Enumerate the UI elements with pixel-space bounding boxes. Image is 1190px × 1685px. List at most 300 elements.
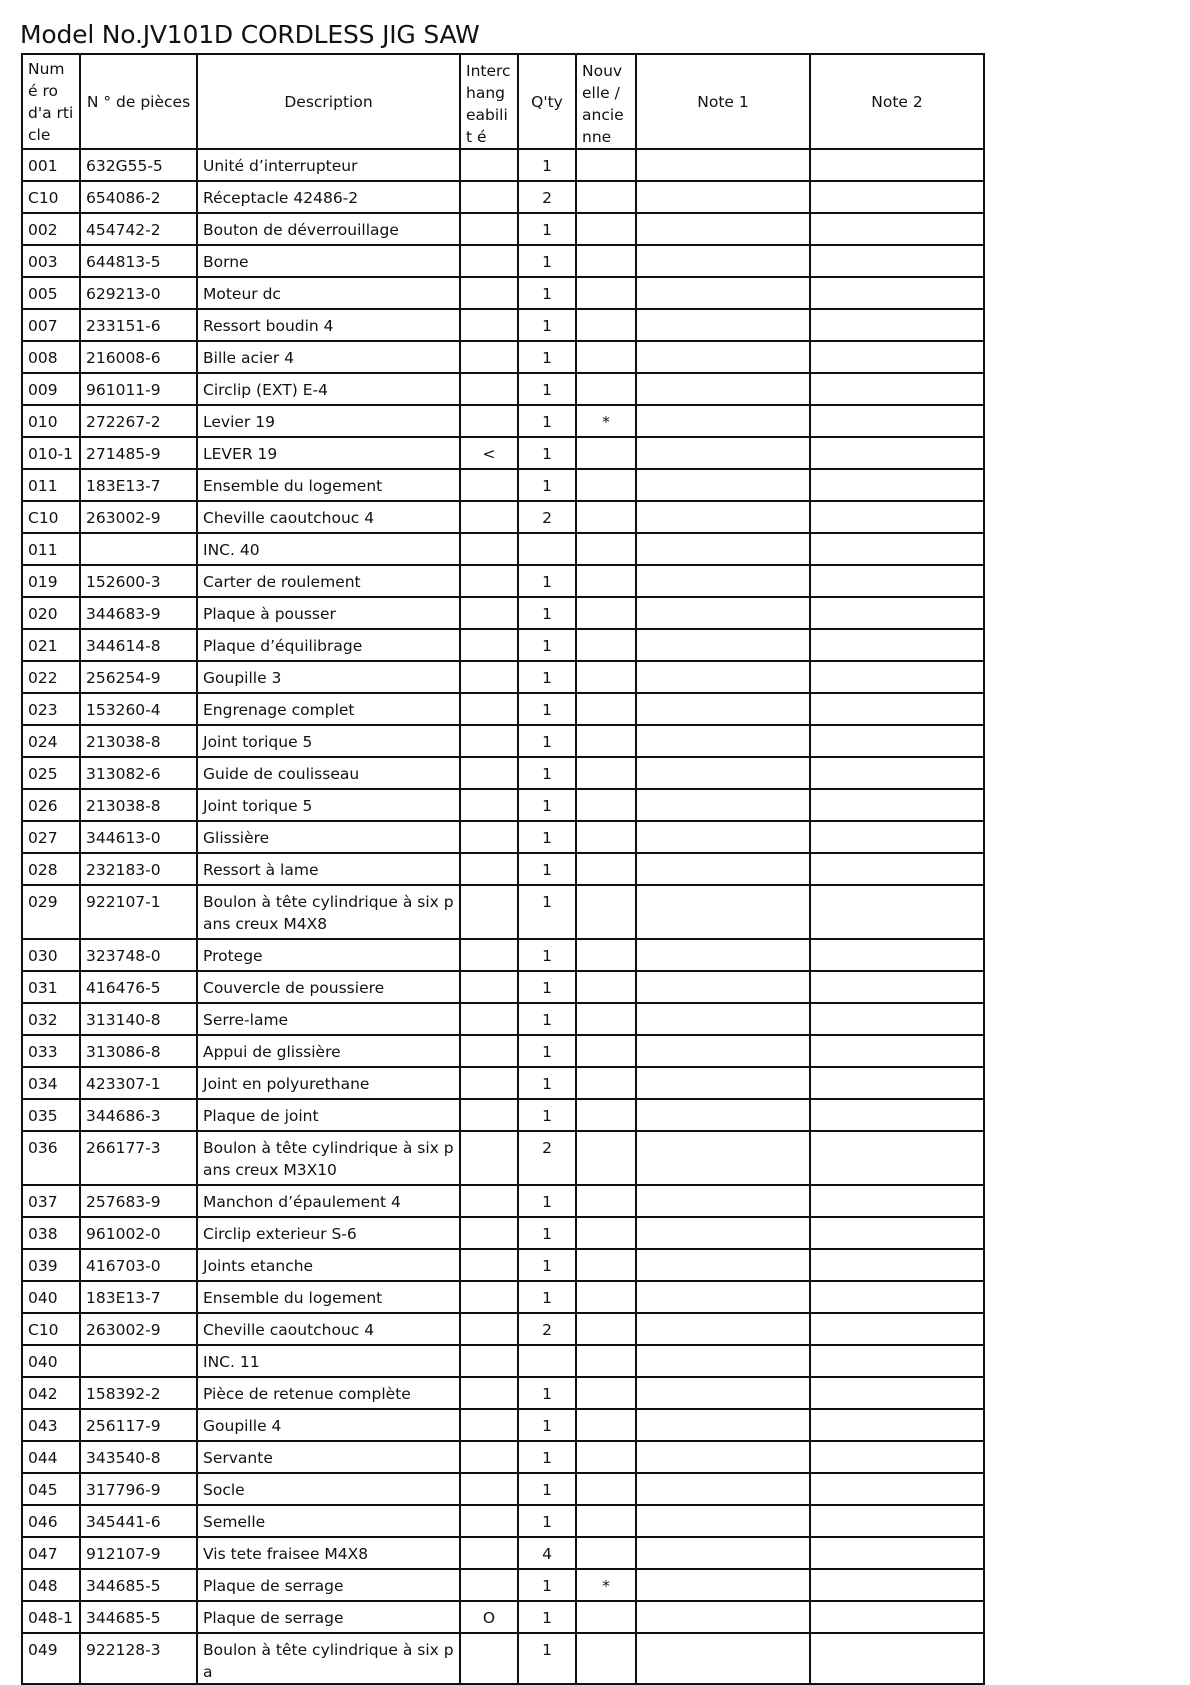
cell-note-2	[810, 1409, 984, 1441]
cell-quantity: 1	[518, 1003, 576, 1035]
cell-part-number: 454742-2	[80, 213, 197, 245]
cell-item-number: 011	[22, 469, 80, 501]
cell-note-1	[636, 757, 810, 789]
cell-new-old: *	[576, 1569, 636, 1601]
cell-note-1	[636, 181, 810, 213]
cell-interchangeability	[460, 971, 518, 1003]
cell-description: Réceptacle 42486-2	[197, 181, 460, 213]
cell-interchangeability	[460, 277, 518, 309]
header-part-number: N ° de pièces	[80, 54, 197, 149]
cell-note-1	[636, 693, 810, 725]
cell-item-number: 045	[22, 1473, 80, 1505]
cell-note-2	[810, 1067, 984, 1099]
cell-interchangeability	[460, 501, 518, 533]
cell-description: Socle	[197, 1473, 460, 1505]
cell-description: Bille acier 4	[197, 341, 460, 373]
cell-description: Moteur dc	[197, 277, 460, 309]
cell-part-number: 654086-2	[80, 181, 197, 213]
header-note-1: Note 1	[636, 54, 810, 149]
cell-interchangeability	[460, 661, 518, 693]
cell-interchangeability	[460, 1313, 518, 1345]
cell-part-number: 213038-8	[80, 725, 197, 757]
cell-new-old	[576, 1633, 636, 1684]
cell-quantity: 1	[518, 1249, 576, 1281]
table-row	[22, 469, 984, 501]
cell-note-2	[810, 341, 984, 373]
cell-new-old	[576, 309, 636, 341]
header-new-old: Nouv elle / ancie nne	[576, 54, 636, 149]
cell-item-number: 010	[22, 405, 80, 437]
cell-item-number: 038	[22, 1217, 80, 1249]
cell-description: Plaque de joint	[197, 1099, 460, 1131]
cell-note-1	[636, 1409, 810, 1441]
cell-description: Boulon à tête cylindrique à six pans creux M3X10	[197, 1131, 460, 1185]
cell-new-old	[576, 1281, 636, 1313]
cell-part-number: 183E13-7	[80, 1281, 197, 1313]
cell-interchangeability	[460, 629, 518, 661]
cell-description: Circlip (EXT) E-4	[197, 373, 460, 405]
cell-interchangeability	[460, 245, 518, 277]
cell-item-number: 019	[22, 565, 80, 597]
cell-note-1	[636, 469, 810, 501]
cell-item-number: 049	[22, 1633, 80, 1684]
table-row	[22, 277, 984, 309]
cell-part-number: 266177-3	[80, 1131, 197, 1185]
table-row	[22, 181, 984, 213]
cell-part-number: 313082-6	[80, 757, 197, 789]
cell-note-2	[810, 789, 984, 821]
table-row	[22, 885, 984, 939]
cell-quantity: 1	[518, 693, 576, 725]
table-row	[22, 1601, 984, 1633]
cell-part-number: 961011-9	[80, 373, 197, 405]
cell-new-old	[576, 1099, 636, 1131]
table-row	[22, 309, 984, 341]
cell-interchangeability	[460, 1249, 518, 1281]
cell-note-2	[810, 1505, 984, 1537]
cell-note-1	[636, 437, 810, 469]
cell-description: Appui de glissière	[197, 1035, 460, 1067]
cell-note-1	[636, 1099, 810, 1131]
cell-note-2	[810, 565, 984, 597]
cell-interchangeability	[460, 1185, 518, 1217]
cell-interchangeability	[460, 1377, 518, 1409]
cell-item-number: 001	[22, 149, 80, 181]
header-quantity: Q'ty	[518, 54, 576, 149]
cell-new-old	[576, 757, 636, 789]
cell-part-number: 644813-5	[80, 245, 197, 277]
table-row	[22, 693, 984, 725]
table-row	[22, 341, 984, 373]
cell-description: Bouton de déverrouillage	[197, 213, 460, 245]
cell-quantity: 1	[518, 373, 576, 405]
cell-new-old	[576, 437, 636, 469]
table-row	[22, 1003, 984, 1035]
cell-description: Boulon à tête cylindrique à six pa	[197, 1633, 460, 1684]
cell-quantity: 1	[518, 1281, 576, 1313]
cell-quantity: 1	[518, 1377, 576, 1409]
cell-description: Guide de coulisseau	[197, 757, 460, 789]
cell-item-number: C10	[22, 181, 80, 213]
cell-interchangeability: <	[460, 437, 518, 469]
cell-quantity: 1	[518, 789, 576, 821]
cell-part-number: 256254-9	[80, 661, 197, 693]
cell-part-number: 345441-6	[80, 1505, 197, 1537]
cell-interchangeability	[460, 565, 518, 597]
cell-note-2	[810, 1217, 984, 1249]
cell-note-1	[636, 1377, 810, 1409]
cell-item-number: 040	[22, 1281, 80, 1313]
cell-item-number: 020	[22, 597, 80, 629]
cell-note-1	[636, 1217, 810, 1249]
cell-interchangeability: O	[460, 1601, 518, 1633]
cell-part-number: 216008-6	[80, 341, 197, 373]
cell-part-number: 629213-0	[80, 277, 197, 309]
cell-description: INC. 40	[197, 533, 460, 565]
table-row	[22, 629, 984, 661]
cell-interchangeability	[460, 939, 518, 971]
cell-new-old: *	[576, 405, 636, 437]
cell-note-1	[636, 309, 810, 341]
table-row	[22, 245, 984, 277]
table-row	[22, 1217, 984, 1249]
table-row	[22, 1185, 984, 1217]
cell-description: Servante	[197, 1441, 460, 1473]
table-header-row	[22, 54, 984, 149]
cell-item-number: 031	[22, 971, 80, 1003]
cell-quantity: 1	[518, 1505, 576, 1537]
cell-quantity: 2	[518, 1131, 576, 1185]
cell-new-old	[576, 533, 636, 565]
cell-quantity: 1	[518, 661, 576, 693]
cell-description: Couvercle de poussiere	[197, 971, 460, 1003]
cell-note-1	[636, 1249, 810, 1281]
cell-new-old	[576, 789, 636, 821]
cell-note-1	[636, 1035, 810, 1067]
cell-interchangeability	[460, 1537, 518, 1569]
cell-note-2	[810, 1377, 984, 1409]
cell-part-number	[80, 533, 197, 565]
cell-interchangeability	[460, 1099, 518, 1131]
cell-quantity: 4	[518, 1537, 576, 1569]
cell-quantity: 1	[518, 309, 576, 341]
cell-part-number: 256117-9	[80, 1409, 197, 1441]
cell-new-old	[576, 725, 636, 757]
table-row	[22, 437, 984, 469]
cell-item-number: 027	[22, 821, 80, 853]
cell-item-number: 023	[22, 693, 80, 725]
cell-note-1	[636, 1601, 810, 1633]
cell-note-2	[810, 469, 984, 501]
cell-note-1	[636, 1441, 810, 1473]
cell-note-2	[810, 373, 984, 405]
cell-item-number: 010-1	[22, 437, 80, 469]
cell-item-number: 005	[22, 277, 80, 309]
cell-item-number: 003	[22, 245, 80, 277]
cell-note-1	[636, 971, 810, 1003]
cell-interchangeability	[460, 373, 518, 405]
cell-interchangeability	[460, 853, 518, 885]
cell-new-old	[576, 853, 636, 885]
cell-description: Carter de roulement	[197, 565, 460, 597]
cell-note-2	[810, 1473, 984, 1505]
cell-note-1	[636, 1003, 810, 1035]
cell-part-number: 158392-2	[80, 1377, 197, 1409]
cell-note-1	[636, 1345, 810, 1377]
cell-new-old	[576, 661, 636, 693]
cell-note-1	[636, 1281, 810, 1313]
table-row	[22, 405, 984, 437]
cell-note-2	[810, 1569, 984, 1601]
cell-note-2	[810, 1185, 984, 1217]
cell-note-1	[636, 1131, 810, 1185]
cell-note-2	[810, 693, 984, 725]
cell-note-2	[810, 725, 984, 757]
table-row	[22, 1473, 984, 1505]
cell-interchangeability	[460, 1035, 518, 1067]
cell-interchangeability	[460, 533, 518, 565]
table-row	[22, 1633, 984, 1684]
cell-note-2	[810, 1003, 984, 1035]
cell-new-old	[576, 469, 636, 501]
cell-item-number: 002	[22, 213, 80, 245]
cell-part-number	[80, 1345, 197, 1377]
cell-part-number: 344614-8	[80, 629, 197, 661]
cell-description: Joint torique 5	[197, 725, 460, 757]
cell-note-1	[636, 1185, 810, 1217]
cell-description: Manchon d’épaulement 4	[197, 1185, 460, 1217]
cell-item-number: C10	[22, 1313, 80, 1345]
cell-quantity: 1	[518, 437, 576, 469]
table-row	[22, 1345, 984, 1377]
cell-quantity: 1	[518, 1067, 576, 1099]
cell-part-number: 153260-4	[80, 693, 197, 725]
cell-new-old	[576, 501, 636, 533]
cell-note-1	[636, 661, 810, 693]
cell-item-number: 025	[22, 757, 80, 789]
header-item-number: Numé ro d'a rticle	[22, 54, 80, 149]
cell-new-old	[576, 629, 636, 661]
cell-interchangeability	[460, 213, 518, 245]
cell-note-1	[636, 1473, 810, 1505]
cell-note-1	[636, 405, 810, 437]
cell-part-number: 344685-5	[80, 1601, 197, 1633]
cell-part-number: 263002-9	[80, 501, 197, 533]
cell-quantity: 1	[518, 757, 576, 789]
cell-interchangeability	[460, 1505, 518, 1537]
cell-interchangeability	[460, 885, 518, 939]
cell-note-2	[810, 1345, 984, 1377]
cell-description: Goupille 3	[197, 661, 460, 693]
cell-description: Pièce de retenue complète	[197, 1377, 460, 1409]
cell-description: INC. 11	[197, 1345, 460, 1377]
cell-description: Ressort boudin 4	[197, 309, 460, 341]
cell-quantity: 1	[518, 971, 576, 1003]
cell-note-2	[810, 309, 984, 341]
cell-description: Cheville caoutchouc 4	[197, 501, 460, 533]
cell-interchangeability	[460, 597, 518, 629]
table-row	[22, 1377, 984, 1409]
cell-note-2	[810, 661, 984, 693]
table-row	[22, 597, 984, 629]
table-body	[22, 149, 984, 1684]
cell-part-number: 257683-9	[80, 1185, 197, 1217]
cell-description: Plaque de serrage	[197, 1601, 460, 1633]
cell-part-number: 416703-0	[80, 1249, 197, 1281]
cell-item-number: 035	[22, 1099, 80, 1131]
cell-new-old	[576, 821, 636, 853]
table-row	[22, 1131, 984, 1185]
cell-new-old	[576, 1441, 636, 1473]
cell-note-2	[810, 245, 984, 277]
cell-item-number: 043	[22, 1409, 80, 1441]
cell-description: Cheville caoutchouc 4	[197, 1313, 460, 1345]
cell-new-old	[576, 1345, 636, 1377]
cell-note-2	[810, 533, 984, 565]
cell-note-2	[810, 405, 984, 437]
cell-interchangeability	[460, 1569, 518, 1601]
cell-interchangeability	[460, 821, 518, 853]
cell-part-number: 416476-5	[80, 971, 197, 1003]
table-row	[22, 1249, 984, 1281]
cell-new-old	[576, 1505, 636, 1537]
header-description: Description	[197, 54, 460, 149]
cell-part-number: 961002-0	[80, 1217, 197, 1249]
cell-new-old	[576, 885, 636, 939]
cell-quantity: 2	[518, 501, 576, 533]
cell-quantity: 1	[518, 149, 576, 181]
cell-new-old	[576, 181, 636, 213]
table-row	[22, 1505, 984, 1537]
page-title: Model No.JV101D CORDLESS JIG SAW	[20, 20, 480, 49]
cell-quantity: 1	[518, 1633, 576, 1684]
cell-quantity: 1	[518, 1473, 576, 1505]
cell-new-old	[576, 971, 636, 1003]
cell-new-old	[576, 1377, 636, 1409]
cell-part-number: 317796-9	[80, 1473, 197, 1505]
cell-description: Plaque à pousser	[197, 597, 460, 629]
cell-interchangeability	[460, 1003, 518, 1035]
cell-interchangeability	[460, 1217, 518, 1249]
cell-note-2	[810, 1633, 984, 1684]
cell-part-number: 272267-2	[80, 405, 197, 437]
cell-new-old	[576, 1185, 636, 1217]
cell-interchangeability	[460, 1441, 518, 1473]
cell-new-old	[576, 373, 636, 405]
cell-item-number: 021	[22, 629, 80, 661]
cell-new-old	[576, 245, 636, 277]
table-row	[22, 533, 984, 565]
cell-description: Engrenage complet	[197, 693, 460, 725]
cell-part-number: 313086-8	[80, 1035, 197, 1067]
cell-item-number: 044	[22, 1441, 80, 1473]
cell-quantity	[518, 533, 576, 565]
cell-note-2	[810, 1249, 984, 1281]
cell-quantity: 1	[518, 725, 576, 757]
cell-item-number: 028	[22, 853, 80, 885]
cell-description: Boulon à tête cylindrique à six pans creux M4X8	[197, 885, 460, 939]
cell-part-number: 343540-8	[80, 1441, 197, 1473]
table-row	[22, 971, 984, 1003]
table-row	[22, 789, 984, 821]
cell-item-number: 046	[22, 1505, 80, 1537]
cell-quantity: 1	[518, 565, 576, 597]
cell-interchangeability	[460, 693, 518, 725]
table-row	[22, 1569, 984, 1601]
cell-new-old	[576, 1003, 636, 1035]
table-row	[22, 1281, 984, 1313]
cell-quantity: 1	[518, 853, 576, 885]
cell-note-2	[810, 853, 984, 885]
cell-new-old	[576, 277, 636, 309]
table-row	[22, 1099, 984, 1131]
cell-interchangeability	[460, 1281, 518, 1313]
cell-note-1	[636, 853, 810, 885]
cell-quantity: 1	[518, 597, 576, 629]
cell-new-old	[576, 1217, 636, 1249]
cell-new-old	[576, 1409, 636, 1441]
cell-description: Plaque d’équilibrage	[197, 629, 460, 661]
cell-item-number: 032	[22, 1003, 80, 1035]
cell-note-1	[636, 149, 810, 181]
table-row	[22, 565, 984, 597]
cell-new-old	[576, 1249, 636, 1281]
cell-item-number: 009	[22, 373, 80, 405]
cell-note-1	[636, 885, 810, 939]
cell-note-2	[810, 757, 984, 789]
cell-interchangeability	[460, 309, 518, 341]
cell-note-2	[810, 1601, 984, 1633]
cell-quantity: 1	[518, 213, 576, 245]
cell-note-1	[636, 245, 810, 277]
cell-note-1	[636, 1067, 810, 1099]
header-note-2: Note 2	[810, 54, 984, 149]
cell-note-2	[810, 501, 984, 533]
cell-part-number: 232183-0	[80, 853, 197, 885]
cell-quantity: 1	[518, 1601, 576, 1633]
cell-new-old	[576, 1067, 636, 1099]
table-row	[22, 853, 984, 885]
cell-note-2	[810, 277, 984, 309]
cell-note-1	[636, 501, 810, 533]
cell-quantity: 1	[518, 245, 576, 277]
cell-description: Vis tete fraisee M4X8	[197, 1537, 460, 1569]
cell-note-2	[810, 1099, 984, 1131]
cell-new-old	[576, 213, 636, 245]
cell-quantity: 2	[518, 1313, 576, 1345]
cell-item-number: 007	[22, 309, 80, 341]
table-row	[22, 661, 984, 693]
cell-part-number: 423307-1	[80, 1067, 197, 1099]
cell-part-number: 912107-9	[80, 1537, 197, 1569]
cell-item-number: 008	[22, 341, 80, 373]
cell-quantity: 1	[518, 1569, 576, 1601]
cell-note-2	[810, 1441, 984, 1473]
cell-quantity: 1	[518, 1099, 576, 1131]
cell-note-2	[810, 1131, 984, 1185]
cell-interchangeability	[460, 789, 518, 821]
cell-note-2	[810, 597, 984, 629]
cell-description: Plaque de serrage	[197, 1569, 460, 1601]
cell-description: Protege	[197, 939, 460, 971]
cell-new-old	[576, 1537, 636, 1569]
cell-item-number: 022	[22, 661, 80, 693]
cell-quantity: 1	[518, 277, 576, 309]
cell-interchangeability	[460, 725, 518, 757]
cell-description: LEVER 19	[197, 437, 460, 469]
cell-new-old	[576, 1313, 636, 1345]
cell-part-number: 152600-3	[80, 565, 197, 597]
